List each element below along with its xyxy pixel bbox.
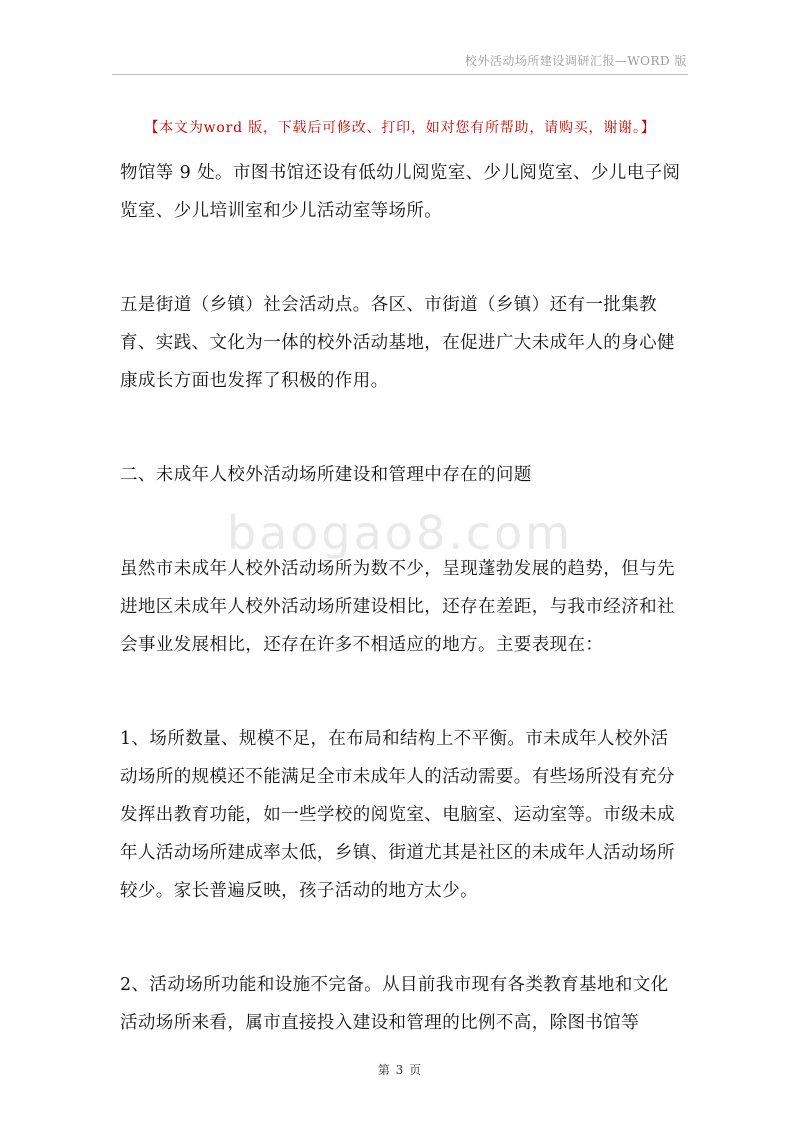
paragraph-point-2: 2、活动场所功能和设施不完备。从目前我市现有各类教育基地和文化活动场所来看，属市直接投入建设和管理的比例不高，除图书馆等 [120, 975, 669, 1033]
download-notice: 【本文为word 版，下载后可修改、打印，如对您有所帮助，请购买，谢谢。】 [144, 120, 656, 136]
section-heading-problems: 二、未成年人校外活动场所建设和管理中存在的问题 [120, 465, 532, 485]
page-number: 第 3 页 [377, 1063, 423, 1077]
paragraph-library-facilities: 物馆等 9 处。市图书馆还设有低幼儿阅览室、少儿阅览室、少儿电子阅览室、少儿培训室和少儿活动室等场所。 [120, 163, 681, 221]
watermark: baogao8.com [226, 506, 574, 560]
paragraph-point-1: 1、场所数量、规模不足，在布局和结构上不平衡。市未成年人校外活动场所的规模还不能满足全市未成年人的活动需要。有些场所没有充分发挥出教育功能，如一些学校的阅览室、电脑室、运动室等。市级未成年人活动场所建成率太低，乡镇、街道尤其是社区的未成年人活动场所较少。家长普遍反映，孩子活动的地方太少。 [120, 729, 675, 901]
paragraph-overview: 虽然市未成年人校外活动场所为数不少，呈现蓬勃发展的趋势，但与先进地区未成年人校外活动场所建设相比，还存在差距，与我市经济和社会事业发展相比，还存在许多不相适应的地方。主要表现在： [120, 559, 675, 655]
document-body [120, 154, 686, 1098]
paragraph-street-activity-points: 五是街道（乡镇）社会活动点。各区、市街道（乡镇）还有一批集教育、实践、文化为一体的校外活动基地，在促进广大未成年人的身心健康成长方面也发挥了积极的作用。 [120, 295, 675, 391]
header-divider [112, 74, 688, 75]
page-header-title: 校外活动场所建设调研汇报—WORD 版 [464, 54, 687, 68]
